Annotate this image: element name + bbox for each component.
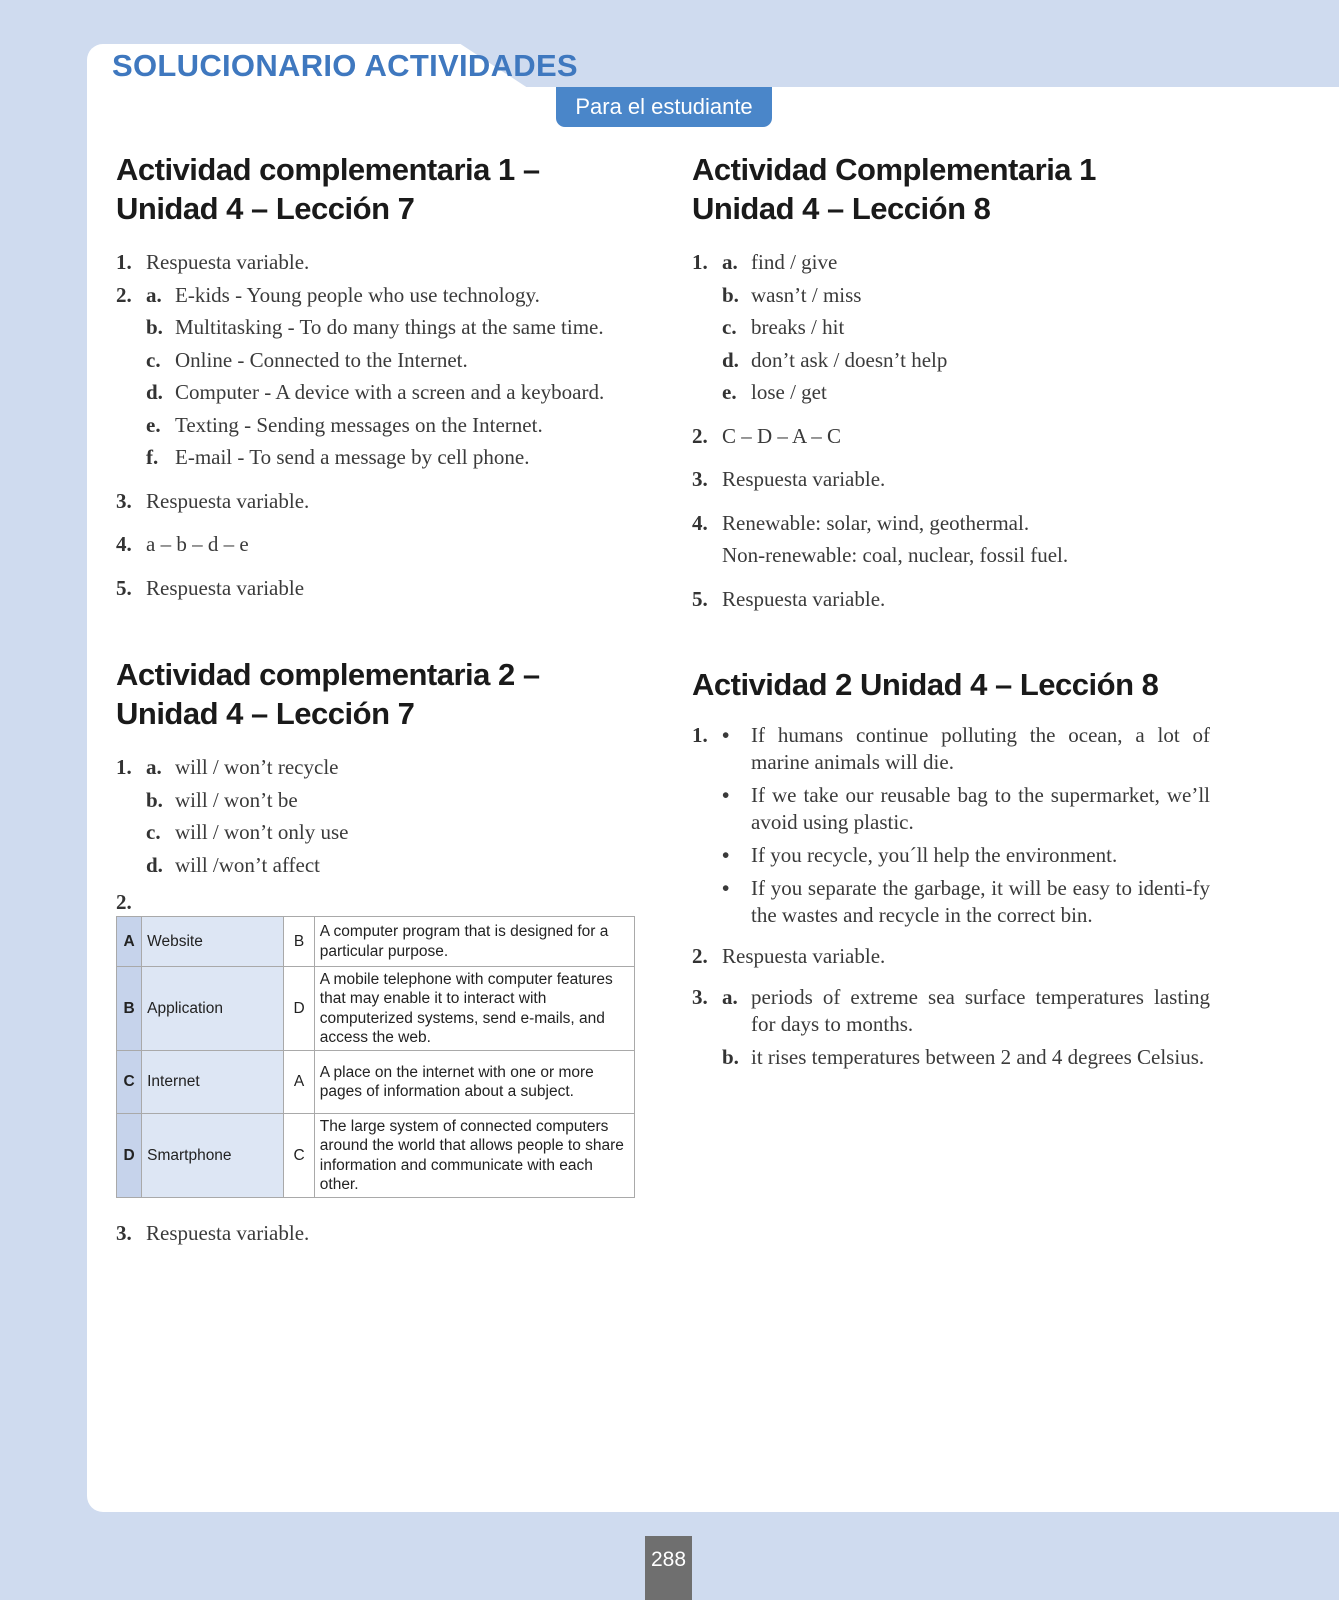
row-definition: A mobile telephone with computer features that may enable it to interact with computerized systems, send e-mails, and access the web. <box>314 967 634 1051</box>
row-term: Website <box>142 917 284 967</box>
row-answer: D <box>284 967 314 1051</box>
answer-2b: b. Multitasking - To do many things at the same time. <box>146 315 604 339</box>
table-row <box>117 1114 635 1198</box>
answer-5: 5. Respuesta variable <box>116 575 305 600</box>
row-term: Smartphone <box>142 1114 284 1198</box>
answer-1a: 1. a. will / won’t recycle <box>116 755 339 779</box>
answer-1e: e. lose / get <box>722 380 827 404</box>
row-term: Application <box>142 967 284 1051</box>
answer-2e: e. Texting - Sending messages on the Internet. <box>146 412 543 437</box>
answer-4: 4. Renewable: solar, wind, geothermal. <box>692 510 1030 535</box>
page-number: 288 <box>645 1536 692 1600</box>
row-answer: B <box>284 917 314 967</box>
matching-table <box>116 916 635 1198</box>
answer-4: 4. a – b – d – e <box>116 532 249 556</box>
table-row <box>117 1051 635 1114</box>
row-definition: A place on the internet with one or more pages of information about a subject. <box>314 1051 634 1114</box>
answer-1-bullet-3: • If you recycle, you´ll help the environment. <box>722 843 1118 867</box>
section-title: Actividad complementaria 1 – Unidad 4 – Lección 7 <box>116 152 540 226</box>
row-key: C <box>117 1051 142 1114</box>
row-key: D <box>117 1114 142 1198</box>
table-row <box>117 917 635 967</box>
answer-3-block <box>116 1217 646 1250</box>
audience-badge: Para el estudiante <box>556 87 772 127</box>
answer-1c: c. breaks / hit <box>722 315 845 339</box>
row-term: Internet <box>142 1051 284 1114</box>
answer-2: 2. C – D – A – C <box>692 423 842 448</box>
answer-1-bullet-2: • If we take our reusable bag to the supermarket, we’ll avoid using plastic. <box>722 783 1210 834</box>
answer-1a: 1. a. find / give <box>692 250 838 274</box>
section-title: Actividad 2 Unidad 4 – Lección 8 <box>692 667 1159 702</box>
answer-2-label: 2. <box>116 890 132 914</box>
answer-2f: f. E-mail - To send a message by cell phone. <box>146 445 530 469</box>
section-actividad-1-leccion-7 <box>116 150 646 604</box>
answer-1-bullet-4: • If you separate the garbage, it will be easy to identi-fy the wastes and recycle in the correct bin. <box>722 876 1210 927</box>
answer-1c: c. will / won’t only use <box>146 820 349 844</box>
answer-5: 5. Respuesta variable. <box>692 586 886 611</box>
answer-3b: b. it rises temperatures between 2 and 4 degrees Celsius. <box>722 1044 1205 1069</box>
table-row <box>117 967 635 1051</box>
answer-2: 2. Respuesta variable. <box>692 944 886 968</box>
answer-1b: b. will / won’t be <box>146 787 298 812</box>
answer-3a: 3. a. periods of extreme sea surface temperatures lasting for days to months. <box>692 984 1210 1036</box>
answer-3: 3. Respuesta variable. <box>116 1221 310 1245</box>
answer-2d: d. Computer - A device with a screen and a keyboard. <box>146 380 605 404</box>
section-actividad-1-leccion-8 <box>692 150 1222 615</box>
answer-1-bullet-1: 1. • If humans continue polluting the ocean, a lot of marine animals will die. <box>692 723 1210 774</box>
answer-1d: d. don’t ask / doesn’t help <box>722 347 948 372</box>
answer-2a: 2. a. E-kids - Young people who use technology. <box>116 282 540 307</box>
section-title: Actividad Complementaria 1 Unidad 4 – Lección 8 <box>692 152 1096 226</box>
section-actividad-2-leccion-8 <box>692 665 1210 1071</box>
answer-3: 3. Respuesta variable. <box>692 467 886 491</box>
row-key: B <box>117 967 142 1051</box>
row-answer: A <box>284 1051 314 1114</box>
section-title: Actividad complementaria 2 – Unidad 4 – Lección 7 <box>116 657 540 731</box>
answer-2c: c. Online - Connected to the Internet. <box>146 347 468 372</box>
row-answer: C <box>284 1114 314 1198</box>
row-definition: The large system of connected computers around the world that allows people to share information and communicate with each other. <box>314 1114 634 1198</box>
answer-4-line-2: Non-renewable: coal, nuclear, fossil fuel. <box>722 543 1069 567</box>
row-key: A <box>117 917 142 967</box>
row-definition: A computer program that is designed for a particular purpose. <box>314 917 634 967</box>
answer-1d: d. will /won’t affect <box>146 852 321 877</box>
answer-1: 1. Respuesta variable. <box>116 250 310 274</box>
brand-title: SOLUCIONARIO ACTIVIDADES <box>112 48 578 83</box>
answer-1b: b. wasn’t / miss <box>722 282 862 307</box>
section-actividad-2-leccion-7 <box>116 655 646 919</box>
answer-3: 3. Respuesta variable. <box>116 488 310 513</box>
